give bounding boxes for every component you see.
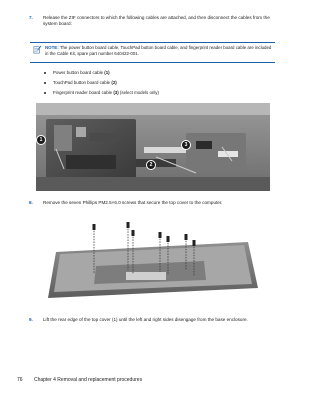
note-top-rule [30, 42, 275, 43]
cable-connectors-photo [36, 103, 270, 191]
list-item-callout: (1) [104, 70, 110, 75]
chapter-title: Chapter 4 Removal and replacement procedures [33, 377, 143, 383]
note-text: The power button board cable, TouchPad button board cable, and fingerprint reader board cable are included in the Cable Kit, spare part number 640422-001. [45, 45, 272, 56]
bullet-dot [44, 82, 46, 84]
note-pencil-icon [33, 45, 42, 54]
bullet-dot [44, 72, 46, 74]
list-item-callout: (2) [111, 80, 117, 85]
cable-list [53, 70, 273, 100]
list-item-text: Fingerprint reader board cable [53, 90, 113, 95]
page-number: 76 [17, 377, 23, 383]
top-cover-illustration [36, 214, 270, 310]
note-box [30, 42, 275, 64]
note-label: NOTE: [45, 45, 59, 50]
cable-connectors-illustration [36, 103, 270, 191]
bullet-dot [44, 92, 46, 94]
list-item [53, 70, 273, 80]
step-text: Lift the rear edge of the top cover (1) until the left and right sides disengage from the base enclosure. [43, 317, 248, 322]
callout-1: 1 [36, 135, 46, 145]
page-footer [17, 377, 142, 383]
note-bottom-rule [30, 62, 275, 63]
step-text: Release the ZIF connectors to which the following cables are attached, and then disconnect the cables from the system board: [43, 15, 270, 27]
top-cover-screws-photo [36, 214, 270, 310]
list-item-text: TouchPad button board cable [53, 80, 111, 85]
step-number: 8. [29, 200, 33, 205]
step-number: 9. [29, 317, 33, 322]
list-item [53, 90, 273, 100]
step-number: 7. [29, 15, 33, 20]
callout-3: 3 [181, 140, 191, 150]
list-item-text: Power button board cable [53, 70, 104, 75]
callout-2: 2 [146, 160, 156, 170]
list-item [53, 80, 273, 90]
list-item-suffix: (select models only) [119, 90, 159, 95]
step-text: Remove the seven Phillips PM2.5×6.0 screws that secure the top cover to the computer. [43, 200, 223, 205]
list-item-callout: (3) [113, 90, 119, 95]
note-body [45, 45, 273, 57]
